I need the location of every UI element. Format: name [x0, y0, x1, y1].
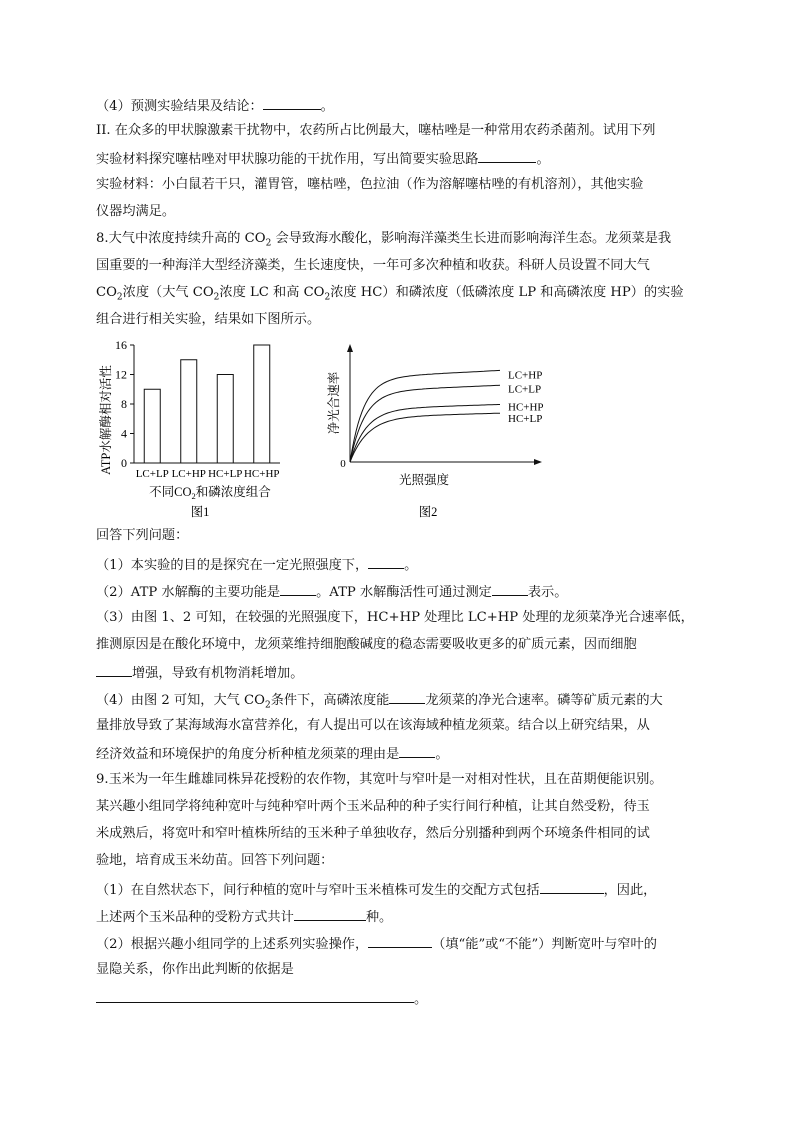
- q8-sub-3-line-2: 推测原因是在酸化环境中，龙须菜维持细胞酸碱度的稳态需要吸收更多的矿质元素，因而细胞: [96, 637, 637, 652]
- fig2-legend-label: LC+LP: [508, 383, 542, 396]
- q7-materials-line-2: 仪器均满足。: [96, 204, 176, 219]
- answer-blank[interactable]: [368, 933, 432, 948]
- fig1-bar-lc-lp: [144, 389, 160, 463]
- fig1-ytick-label: 0: [121, 456, 127, 470]
- fig2-series-hc-hp: [350, 405, 500, 463]
- answer-blank[interactable]: [368, 554, 404, 569]
- q9-sub-1-line-2: 上述两个玉米品种的受粉方式共计 种。: [96, 906, 392, 928]
- fig1-bar-hc-lp: [217, 375, 233, 464]
- q8-answer-intro: 回答下列问题：: [96, 528, 189, 543]
- fig1-category-label: LC+HP: [171, 468, 206, 480]
- q7-materials-line-1: 实验材料：小白鼠若干只，灌胃管，噻枯唑，色拉油（作为溶解噻枯唑的有机溶剂），其他实验: [96, 177, 644, 192]
- fig2-ylabel: 净光合速率: [327, 371, 341, 435]
- figure-1-bar-chart: [92, 338, 292, 523]
- fig1-xlabel: 不同$CO_2$和磷浓度组合: [149, 485, 271, 501]
- q9-sub-2-line-2: 显隐关系，你作出此判断的依据是: [96, 962, 294, 977]
- q9-sub-1-line-1: （1）在自然状态下，间行种植的宽叶与窄叶玉米植株可发生的交配方式包括 ，因此，: [96, 879, 656, 901]
- q8-line-2: 国重要的一种海洋大型经济藻类，生长速度快，一年可多次种植和收获。科研人员设置不同大气: [96, 258, 650, 273]
- figure-2-line-chart: [318, 338, 558, 523]
- fig2-legend-label: HC+LP: [508, 412, 543, 425]
- q8-sub-4-line-1: （4）由图 2 可知，大气 $CO_2$条件下，高磷浓度能 龙须菜的净光合速率。磷等矿质元素的大: [96, 689, 663, 711]
- fig1-ytick-label: 16: [115, 338, 127, 352]
- q8-sub-3-line-3: 增强，导致有机物消耗增加。: [96, 662, 303, 684]
- q7-line-4: （4）预测实验结果及结论： 。: [96, 95, 334, 117]
- fig1-category-label: HC+HP: [243, 468, 280, 480]
- answer-blank[interactable]: [478, 148, 536, 163]
- q7-ii-line-2: 实验材料探究噻枯唑对甲状腺功能的干扰作用，写出简要实验思路 。: [96, 148, 550, 170]
- q7-4-text: （4）预测实验结果及结论：: [96, 99, 263, 114]
- fig1-ytick-label: 4: [121, 426, 127, 441]
- answer-blank[interactable]: [540, 879, 604, 894]
- q9-sub-2-line-1: （2）根据兴趣小组同学的上述系列实验操作， （填“能”或“不能”）判断宽叶与窄叶的: [96, 933, 657, 955]
- q8-line-4: 组合进行相关实验，结果如下图所示。: [96, 312, 321, 327]
- q8-sub-1: （1）本实验的目的是探究在一定光照强度下， 。: [96, 554, 417, 576]
- answer-blank[interactable]: [294, 906, 366, 921]
- q8-sub-4-line-2: 量排放导致了某海域海水富营养化，有人提出可以在该海域种植龙须菜。结合以上研究结果，从: [96, 718, 650, 733]
- q9-line-4: 验地，培育成玉米幼苗。回答下列问题：: [96, 853, 334, 868]
- q8-sub-2: （2）ATP 水解酶的主要功能是 。ATP 水解酶活性可通过测定 表示。: [96, 581, 567, 603]
- q9-line-3: 米成熟后，将宽叶和窄叶植株所结的玉米种子单独收存，然后分别播种到两个环境条件相同的试: [96, 826, 650, 841]
- fig2-y-arrow: [347, 344, 353, 352]
- q8-sub-4-line-3: 经济效益和环境保护的角度分析种植龙须菜的理由是 。: [96, 743, 449, 765]
- q7-ii-line-1: II. 在众多的甲状腺激素干扰物中，农药所占比例最大，噻枯唑是一种常用农药杀菌剂。试用下列: [96, 123, 656, 138]
- q9-line-1: 9.玉米为一年生雌雄同株异花授粉的农作物，其宽叶与窄叶是一对相对性状，且在苗期便能识别。: [96, 772, 663, 787]
- fig2-series-hc-lp: [350, 413, 500, 462]
- answer-blank[interactable]: [399, 743, 435, 758]
- fig1-ylabel: ATP水解酶相对活性: [99, 365, 113, 475]
- fig1-category-label: HC+LP: [208, 468, 243, 480]
- answer-blank[interactable]: [389, 689, 425, 704]
- fig2-legend-label: LC+HP: [508, 369, 543, 382]
- fig2-xlabel: 光照强度: [398, 473, 450, 487]
- answer-blank[interactable]: [263, 95, 321, 110]
- fig1-bar-hc-hp: [254, 345, 270, 463]
- answer-blank[interactable]: [96, 662, 132, 677]
- fig1-category-label: LC+LP: [135, 468, 169, 480]
- q9-sub-2-line-3: 。: [96, 988, 427, 1010]
- fig2-legend-label: HC+HP: [508, 401, 544, 414]
- q9-line-2: 某兴趣小组同学将纯种宽叶与纯种窄叶两个玉米品种的种子实行间行种植，让其自然受粉，待玉: [96, 799, 650, 814]
- q8-line-1: 8.大气中浓度持续升高的 $CO_2$ 会导致海水酸化，影响海洋藻类生长进而影响海洋生态。龙须菜是我: [96, 231, 672, 249]
- fig2-x-arrow: [534, 459, 542, 465]
- fig2-series-lc-lp: [350, 385, 500, 462]
- fig1-bar-lc-hp: [181, 360, 197, 463]
- q8-sub-3-line-1: （3）由图 1、2 可知，在较强的光照强度下，HC+HP 处理比 LC+HP 处理的龙须菜净光合速率低，: [96, 610, 694, 625]
- fig1-ytick-label: 12: [115, 367, 127, 382]
- fig1-caption: 图1: [190, 505, 210, 519]
- answer-blank[interactable]: [492, 581, 528, 596]
- q8-line-3: $CO_2$浓度（大气 $CO_2$浓度 LC 和高 $CO_2$浓度 HC）和磷浓度（低磷浓度 LP 和高磷浓度 HP）的实验: [96, 285, 684, 303]
- fig2-origin: 0: [340, 458, 346, 470]
- fig1-ytick-label: 8: [121, 397, 127, 411]
- answer-blank[interactable]: [280, 581, 316, 596]
- fig2-caption: 图2: [418, 505, 438, 519]
- answer-blank[interactable]: [96, 988, 414, 1003]
